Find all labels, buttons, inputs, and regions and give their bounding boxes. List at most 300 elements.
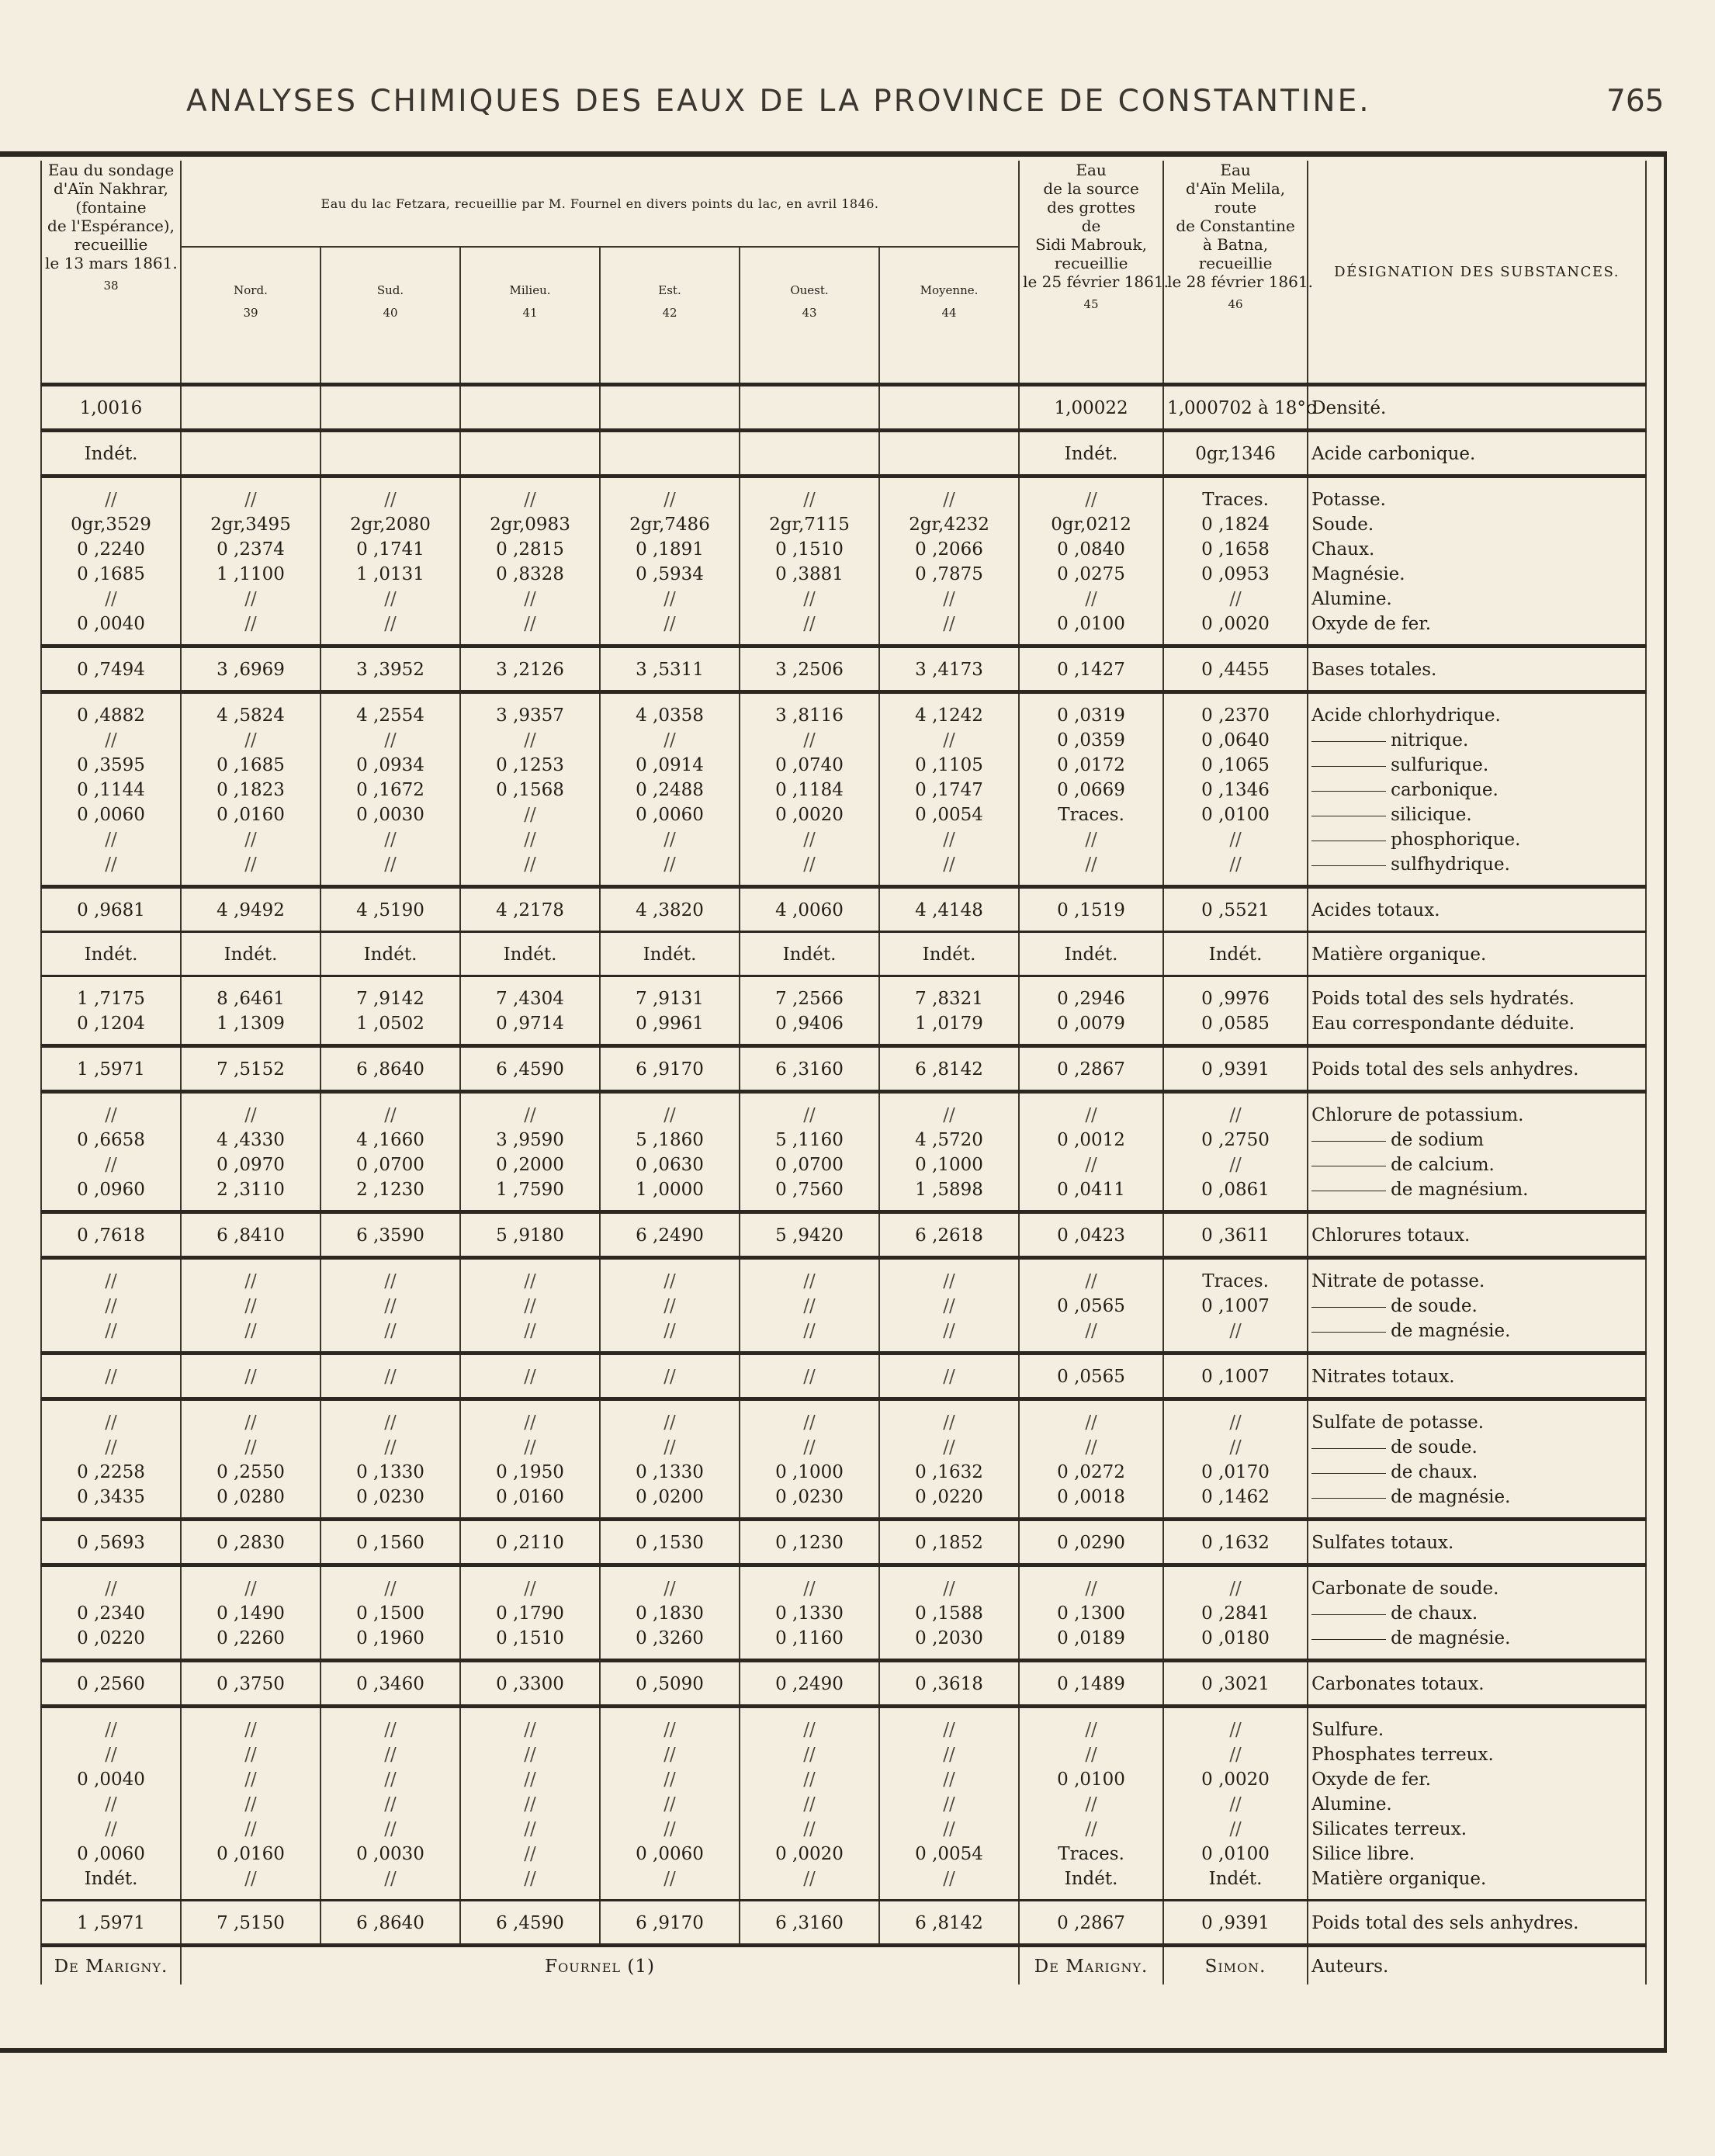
designation-cell	[1308, 932, 1646, 976]
substance-name	[1311, 1817, 1642, 1842]
value: Indét.	[1208, 945, 1263, 965]
value: 1 ,1100	[217, 564, 285, 584]
value: 0 ,1330	[775, 1603, 844, 1624]
value-cell	[600, 1092, 740, 1212]
value-cell	[1163, 385, 1316, 431]
value: 4 ,2554	[356, 705, 424, 726]
substance-name	[1311, 587, 1642, 612]
value-cell	[320, 1565, 460, 1661]
value: 0 ,1950	[496, 1462, 564, 1482]
value: 0 ,3750	[217, 1674, 285, 1694]
value-cell	[181, 1354, 320, 1399]
value: 0 ,1632	[1201, 1533, 1270, 1553]
value: //	[1229, 830, 1242, 850]
value: //	[943, 1105, 955, 1125]
value: 0 ,8328	[496, 564, 564, 584]
value: 6 ,8640	[356, 1059, 424, 1080]
value: 6 ,9170	[636, 1913, 704, 1933]
table-row	[41, 1212, 1646, 1258]
substance-name	[1311, 1435, 1642, 1460]
value: 0 ,2815	[496, 539, 564, 560]
substance-label: de magnésie.	[1391, 1487, 1511, 1507]
data-group	[41, 1520, 1646, 1565]
value-cell	[1019, 1520, 1163, 1565]
value-cell	[320, 692, 460, 887]
value: //	[1229, 589, 1242, 609]
value: //	[1229, 1437, 1242, 1458]
value-cell	[460, 887, 600, 932]
value: //	[943, 1579, 955, 1599]
value: //	[384, 1579, 397, 1599]
value: //	[663, 1105, 676, 1125]
value: //	[803, 589, 816, 609]
value: 2 ,1230	[356, 1180, 424, 1200]
value-cell	[1163, 932, 1308, 976]
value: Indét.	[84, 945, 138, 965]
substance-label: Phosphates terreux.	[1311, 1745, 1494, 1765]
value: //	[384, 1745, 397, 1765]
value: //	[1229, 854, 1242, 875]
value: //	[105, 830, 117, 850]
value-cell	[600, 887, 740, 932]
value: //	[244, 1745, 257, 1765]
table-row	[41, 1707, 1646, 1901]
data-group	[41, 1092, 1646, 1212]
data-group	[41, 477, 1646, 646]
value: //	[803, 1745, 816, 1765]
value-cell	[1163, 1661, 1308, 1707]
value: //	[105, 1745, 117, 1765]
value-cell	[740, 1707, 879, 1901]
value: //	[524, 1321, 536, 1341]
value: //	[524, 1296, 536, 1316]
value: 4 ,1660	[356, 1130, 424, 1150]
value: 0 ,2946	[1057, 989, 1125, 1009]
value-cell	[1019, 1354, 1163, 1399]
substance-label: Magnésie.	[1311, 564, 1405, 584]
value-cell	[41, 1520, 181, 1565]
value: 3 ,2126	[496, 660, 564, 680]
table-header	[41, 161, 1646, 385]
value: //	[943, 589, 955, 609]
value: //	[524, 854, 536, 875]
value: 0 ,2867	[1057, 1913, 1125, 1933]
substance-label: Nitrate de potasse.	[1311, 1271, 1485, 1291]
value-cell	[1163, 976, 1308, 1046]
col-46-header: Eau d'Aïn Melila, route de Constantine à Batna, recueillie le 28 février 1861. 46	[1163, 161, 1308, 385]
value: 1 ,5971	[77, 1059, 145, 1080]
value: //	[803, 490, 816, 510]
value: 6 ,9170	[636, 1059, 704, 1080]
value: 0 ,0630	[636, 1155, 704, 1175]
value: //	[1085, 1155, 1097, 1175]
value-cell	[879, 1520, 1019, 1565]
value: //	[244, 1296, 257, 1316]
ditto-dash	[1311, 766, 1386, 767]
value-cell	[320, 1707, 460, 1901]
designation-cell	[1308, 477, 1646, 646]
value: Indét.	[223, 945, 278, 965]
value: 1 ,7590	[496, 1180, 564, 1200]
value-cell	[460, 932, 600, 976]
substance-name	[1311, 1057, 1642, 1082]
substance-name	[1311, 1792, 1642, 1817]
value: //	[244, 854, 257, 875]
value-cell	[460, 1212, 600, 1258]
value: //	[943, 830, 955, 850]
value: 0 ,0100	[1201, 805, 1270, 825]
substance-label: Potasse.	[1311, 490, 1386, 510]
value-cell	[41, 1565, 181, 1661]
value: 0 ,3460	[356, 1674, 424, 1694]
value: 0 ,1007	[1201, 1367, 1270, 1387]
value: 0 ,0565	[1057, 1367, 1125, 1387]
value: //	[524, 730, 536, 750]
value: //	[1229, 1745, 1242, 1765]
value: 0 ,6658	[77, 1130, 145, 1150]
value-cell	[181, 1901, 320, 1946]
value: Traces.	[1202, 490, 1269, 510]
value: 3 ,9590	[496, 1130, 564, 1150]
value: //	[803, 730, 816, 750]
value: 0gr,1346	[1195, 444, 1276, 464]
value-cell	[740, 1092, 879, 1212]
value-cell	[181, 385, 320, 431]
value: 0 ,2240	[77, 539, 145, 560]
col-43-header: Ouest. 43	[740, 247, 879, 385]
value: Indét.	[503, 945, 557, 965]
value: 0 ,0060	[77, 1844, 145, 1864]
value: //	[663, 1869, 676, 1889]
value: 4 ,5190	[356, 900, 424, 920]
value: 0 ,1346	[1201, 780, 1270, 800]
value: 0 ,1065	[1201, 755, 1270, 775]
value: //	[1085, 1720, 1097, 1740]
value-cell	[320, 887, 460, 932]
value: //	[244, 1869, 257, 1889]
value: //	[663, 1720, 676, 1740]
value-cell	[1019, 1901, 1163, 1946]
value: 3 ,5311	[636, 660, 704, 680]
substance-label: Carbonates totaux.	[1311, 1674, 1485, 1694]
value: 0 ,5090	[636, 1674, 704, 1694]
value-cell	[41, 932, 181, 976]
substance-name	[1311, 852, 1642, 877]
value: 0 ,2374	[217, 539, 285, 560]
value: //	[384, 1720, 397, 1740]
designation-cell	[1308, 1707, 1646, 1901]
value: 0 ,0960	[77, 1180, 145, 1200]
value: //	[663, 1321, 676, 1341]
value-cell	[320, 976, 460, 1046]
value: //	[384, 1437, 397, 1458]
value: Indét.	[1064, 1869, 1118, 1889]
value-cell	[41, 1707, 181, 1901]
value: //	[524, 1579, 536, 1599]
value-cell	[460, 1046, 600, 1092]
table-row	[41, 1520, 1646, 1565]
value-cell	[600, 1565, 740, 1661]
value-cell	[600, 976, 740, 1046]
value: Indét.	[1208, 1869, 1263, 1889]
value-cell	[1019, 1565, 1163, 1661]
value-cell	[41, 976, 181, 1046]
value: 0 ,1230	[775, 1533, 844, 1553]
value-cell	[41, 477, 181, 646]
data-group	[41, 1258, 1646, 1354]
value: //	[244, 730, 257, 750]
value: 1 ,1309	[217, 1014, 285, 1034]
substance-name	[1311, 1223, 1642, 1248]
value: 0 ,5521	[1201, 900, 1270, 920]
value: //	[524, 1412, 536, 1433]
value: 0 ,1000	[775, 1462, 844, 1482]
substance-label: Sulfure.	[1311, 1720, 1384, 1740]
page-number: 765	[1606, 84, 1665, 119]
table-row	[41, 932, 1646, 976]
value: 0 ,0840	[1057, 539, 1125, 560]
value-cell	[879, 1046, 1019, 1092]
value: 5 ,1860	[636, 1130, 704, 1150]
substance-label: de sodium	[1391, 1130, 1485, 1150]
value: 0 ,0079	[1057, 1014, 1125, 1034]
value: 0 ,2560	[77, 1674, 145, 1694]
substance-name	[1311, 1294, 1642, 1319]
value: Indét.	[1064, 444, 1118, 464]
value: 0 ,0180	[1201, 1628, 1270, 1648]
value: 1 ,0131	[356, 564, 424, 584]
table-row	[41, 477, 1646, 646]
value-cell	[460, 431, 600, 477]
value-cell	[181, 1707, 320, 1901]
substance-name	[1311, 442, 1642, 466]
value: 0 ,2258	[77, 1462, 145, 1482]
value: 0 ,3021	[1201, 1674, 1270, 1694]
value: 1 ,0502	[356, 1014, 424, 1034]
substance-label: Poids total des sels anhydres.	[1311, 1913, 1579, 1933]
value-cell	[320, 1046, 460, 1092]
value: Indét.	[84, 444, 138, 464]
value: 0 ,1530	[636, 1533, 704, 1553]
value-cell	[41, 1901, 181, 1946]
value: //	[663, 589, 676, 609]
designation-cell	[1308, 1046, 1646, 1092]
value-cell	[1019, 1258, 1163, 1354]
value: 6 ,8640	[356, 1913, 424, 1933]
data-group	[41, 385, 1646, 431]
value: //	[663, 830, 676, 850]
substance-name	[1311, 986, 1642, 1011]
value-cell	[320, 431, 460, 477]
value: 4 ,4148	[915, 900, 983, 920]
value: 2 ,3110	[217, 1180, 285, 1200]
value-cell	[879, 431, 1019, 477]
table-row	[41, 976, 1646, 1046]
value-cell	[600, 932, 740, 976]
value: //	[1085, 490, 1097, 510]
value	[464, 442, 596, 466]
value-cell	[1019, 1212, 1163, 1258]
substance-label: Oxyde de fer.	[1311, 1770, 1432, 1790]
value: 1 ,5898	[915, 1180, 983, 1200]
value-cell	[1163, 1212, 1308, 1258]
designation-cell	[1308, 1520, 1646, 1565]
value-cell	[320, 1258, 460, 1354]
value-cell	[41, 1354, 181, 1399]
value: 2gr,0983	[490, 515, 570, 535]
value: 0 ,1253	[496, 755, 564, 775]
value: //	[524, 805, 536, 825]
value: //	[384, 1321, 397, 1341]
value: //	[524, 1819, 536, 1839]
value: //	[384, 1271, 397, 1291]
value: Indét.	[782, 945, 837, 965]
substance-label: Bases totales.	[1311, 660, 1437, 680]
value: 0 ,0054	[915, 1844, 983, 1864]
substance-label: Matière organique.	[1311, 945, 1487, 965]
col-38-header: Eau du sondage d'Aïn Nakhrar, (fontaine de l'Espérance), recueillie le 13 mars 1861. 38	[41, 161, 181, 385]
value: //	[1085, 1794, 1097, 1815]
table-row	[41, 431, 1646, 477]
value-cell	[41, 1046, 181, 1092]
substance-name	[1311, 1601, 1642, 1626]
value: //	[1085, 1579, 1097, 1599]
value: Indét.	[84, 1869, 138, 1889]
value: //	[1085, 1745, 1097, 1765]
data-group	[41, 646, 1646, 692]
substance-name	[1311, 1842, 1642, 1867]
value: 7 ,5152	[217, 1059, 285, 1080]
value	[743, 442, 875, 466]
substance-label: Soude.	[1311, 515, 1374, 535]
substance-label: Chaux.	[1311, 539, 1375, 560]
value-cell	[1163, 646, 1308, 692]
value: //	[1085, 1321, 1097, 1341]
value: //	[943, 1819, 955, 1839]
value: //	[105, 1819, 117, 1839]
substance-label: Acide chlorhydrique.	[1311, 705, 1501, 726]
data-group	[41, 1707, 1646, 1901]
value-cell	[879, 887, 1019, 932]
value: 0 ,3300	[496, 1674, 564, 1694]
value-cell	[740, 646, 879, 692]
value: 0 ,1105	[915, 755, 983, 775]
value-cell	[1019, 1707, 1163, 1901]
value: //	[1229, 1155, 1242, 1175]
substance-name	[1311, 657, 1642, 682]
value-cell	[879, 1661, 1019, 1707]
value: //	[663, 1794, 676, 1815]
value-cell	[460, 1565, 600, 1661]
value: //	[105, 1321, 117, 1341]
substance-label: Chlorures totaux.	[1311, 1225, 1471, 1246]
value: //	[943, 614, 955, 634]
substance-name	[1311, 396, 1642, 421]
value-cell	[460, 477, 600, 646]
value-cell	[600, 1661, 740, 1707]
value: //	[663, 1296, 676, 1316]
value: 0 ,9391	[1201, 1059, 1270, 1080]
substance-name	[1311, 1410, 1642, 1435]
value: //	[384, 1296, 397, 1316]
value-cell	[740, 1565, 879, 1661]
table-row	[41, 1565, 1646, 1661]
value-cell	[181, 431, 320, 477]
col-39-header: Nord. 39	[181, 247, 320, 385]
value: 0 ,2000	[496, 1155, 564, 1175]
value: //	[384, 730, 397, 750]
value: //	[244, 1720, 257, 1740]
substance-name	[1311, 1460, 1642, 1485]
ditto-dash	[1311, 1307, 1386, 1308]
ditto-dash	[1311, 865, 1386, 866]
table-row	[41, 1046, 1646, 1092]
value: //	[943, 1271, 955, 1291]
value: //	[524, 1720, 536, 1740]
value: 6 ,4590	[496, 1913, 564, 1933]
value: 6 ,8142	[915, 1913, 983, 1933]
value: 7 ,9142	[356, 989, 424, 1009]
value: 7 ,5150	[217, 1913, 285, 1933]
value	[604, 442, 736, 466]
value: 6 ,2618	[915, 1225, 983, 1246]
value: //	[524, 1271, 536, 1291]
designation-cell	[1308, 646, 1646, 692]
substance-name	[1311, 1718, 1642, 1742]
value: 7 ,9131	[636, 989, 704, 1009]
data-group	[41, 1901, 1646, 1946]
col-45-header: Eau de la source des grottes de Sidi Mabrouk, recueillie le 25 février 1861. 45	[1019, 161, 1163, 385]
value: 6 ,8142	[915, 1059, 983, 1080]
designation-cell	[1308, 1661, 1646, 1707]
value: 0 ,0160	[217, 1844, 285, 1864]
value: 0 ,3618	[915, 1674, 983, 1694]
value: 3 ,6969	[217, 660, 285, 680]
table-row	[41, 385, 1646, 431]
value: 0 ,1960	[356, 1628, 424, 1648]
table-row	[41, 1901, 1646, 1946]
substance-label: carbonique.	[1391, 780, 1498, 800]
value: 0 ,0640	[1201, 730, 1270, 750]
value: 0 ,0018	[1057, 1487, 1125, 1507]
value: //	[244, 1367, 257, 1387]
value: 0 ,0100	[1057, 1770, 1125, 1790]
designation-cell	[1308, 1212, 1646, 1258]
value: 0 ,0020	[1201, 614, 1270, 634]
value-cell	[320, 1661, 460, 1707]
value-cell	[740, 1212, 879, 1258]
value: 0 ,1741	[356, 539, 424, 560]
value-cell	[181, 1258, 320, 1354]
value-cell	[1163, 1258, 1308, 1354]
value-cell	[600, 477, 740, 646]
value-cell	[600, 1520, 740, 1565]
table-row	[41, 887, 1646, 932]
value-cell	[320, 1399, 460, 1520]
value-cell	[1019, 692, 1163, 887]
value-cell	[879, 385, 1019, 431]
value: //	[663, 1579, 676, 1599]
value: 0 ,0275	[1057, 564, 1125, 584]
value-cell	[460, 646, 600, 692]
substance-name	[1311, 487, 1642, 512]
data-group	[41, 932, 1646, 976]
data-group	[41, 1565, 1646, 1661]
value: //	[105, 1105, 117, 1125]
table-row	[41, 1092, 1646, 1212]
value: 6 ,2490	[636, 1225, 704, 1246]
value-cell	[740, 887, 879, 932]
